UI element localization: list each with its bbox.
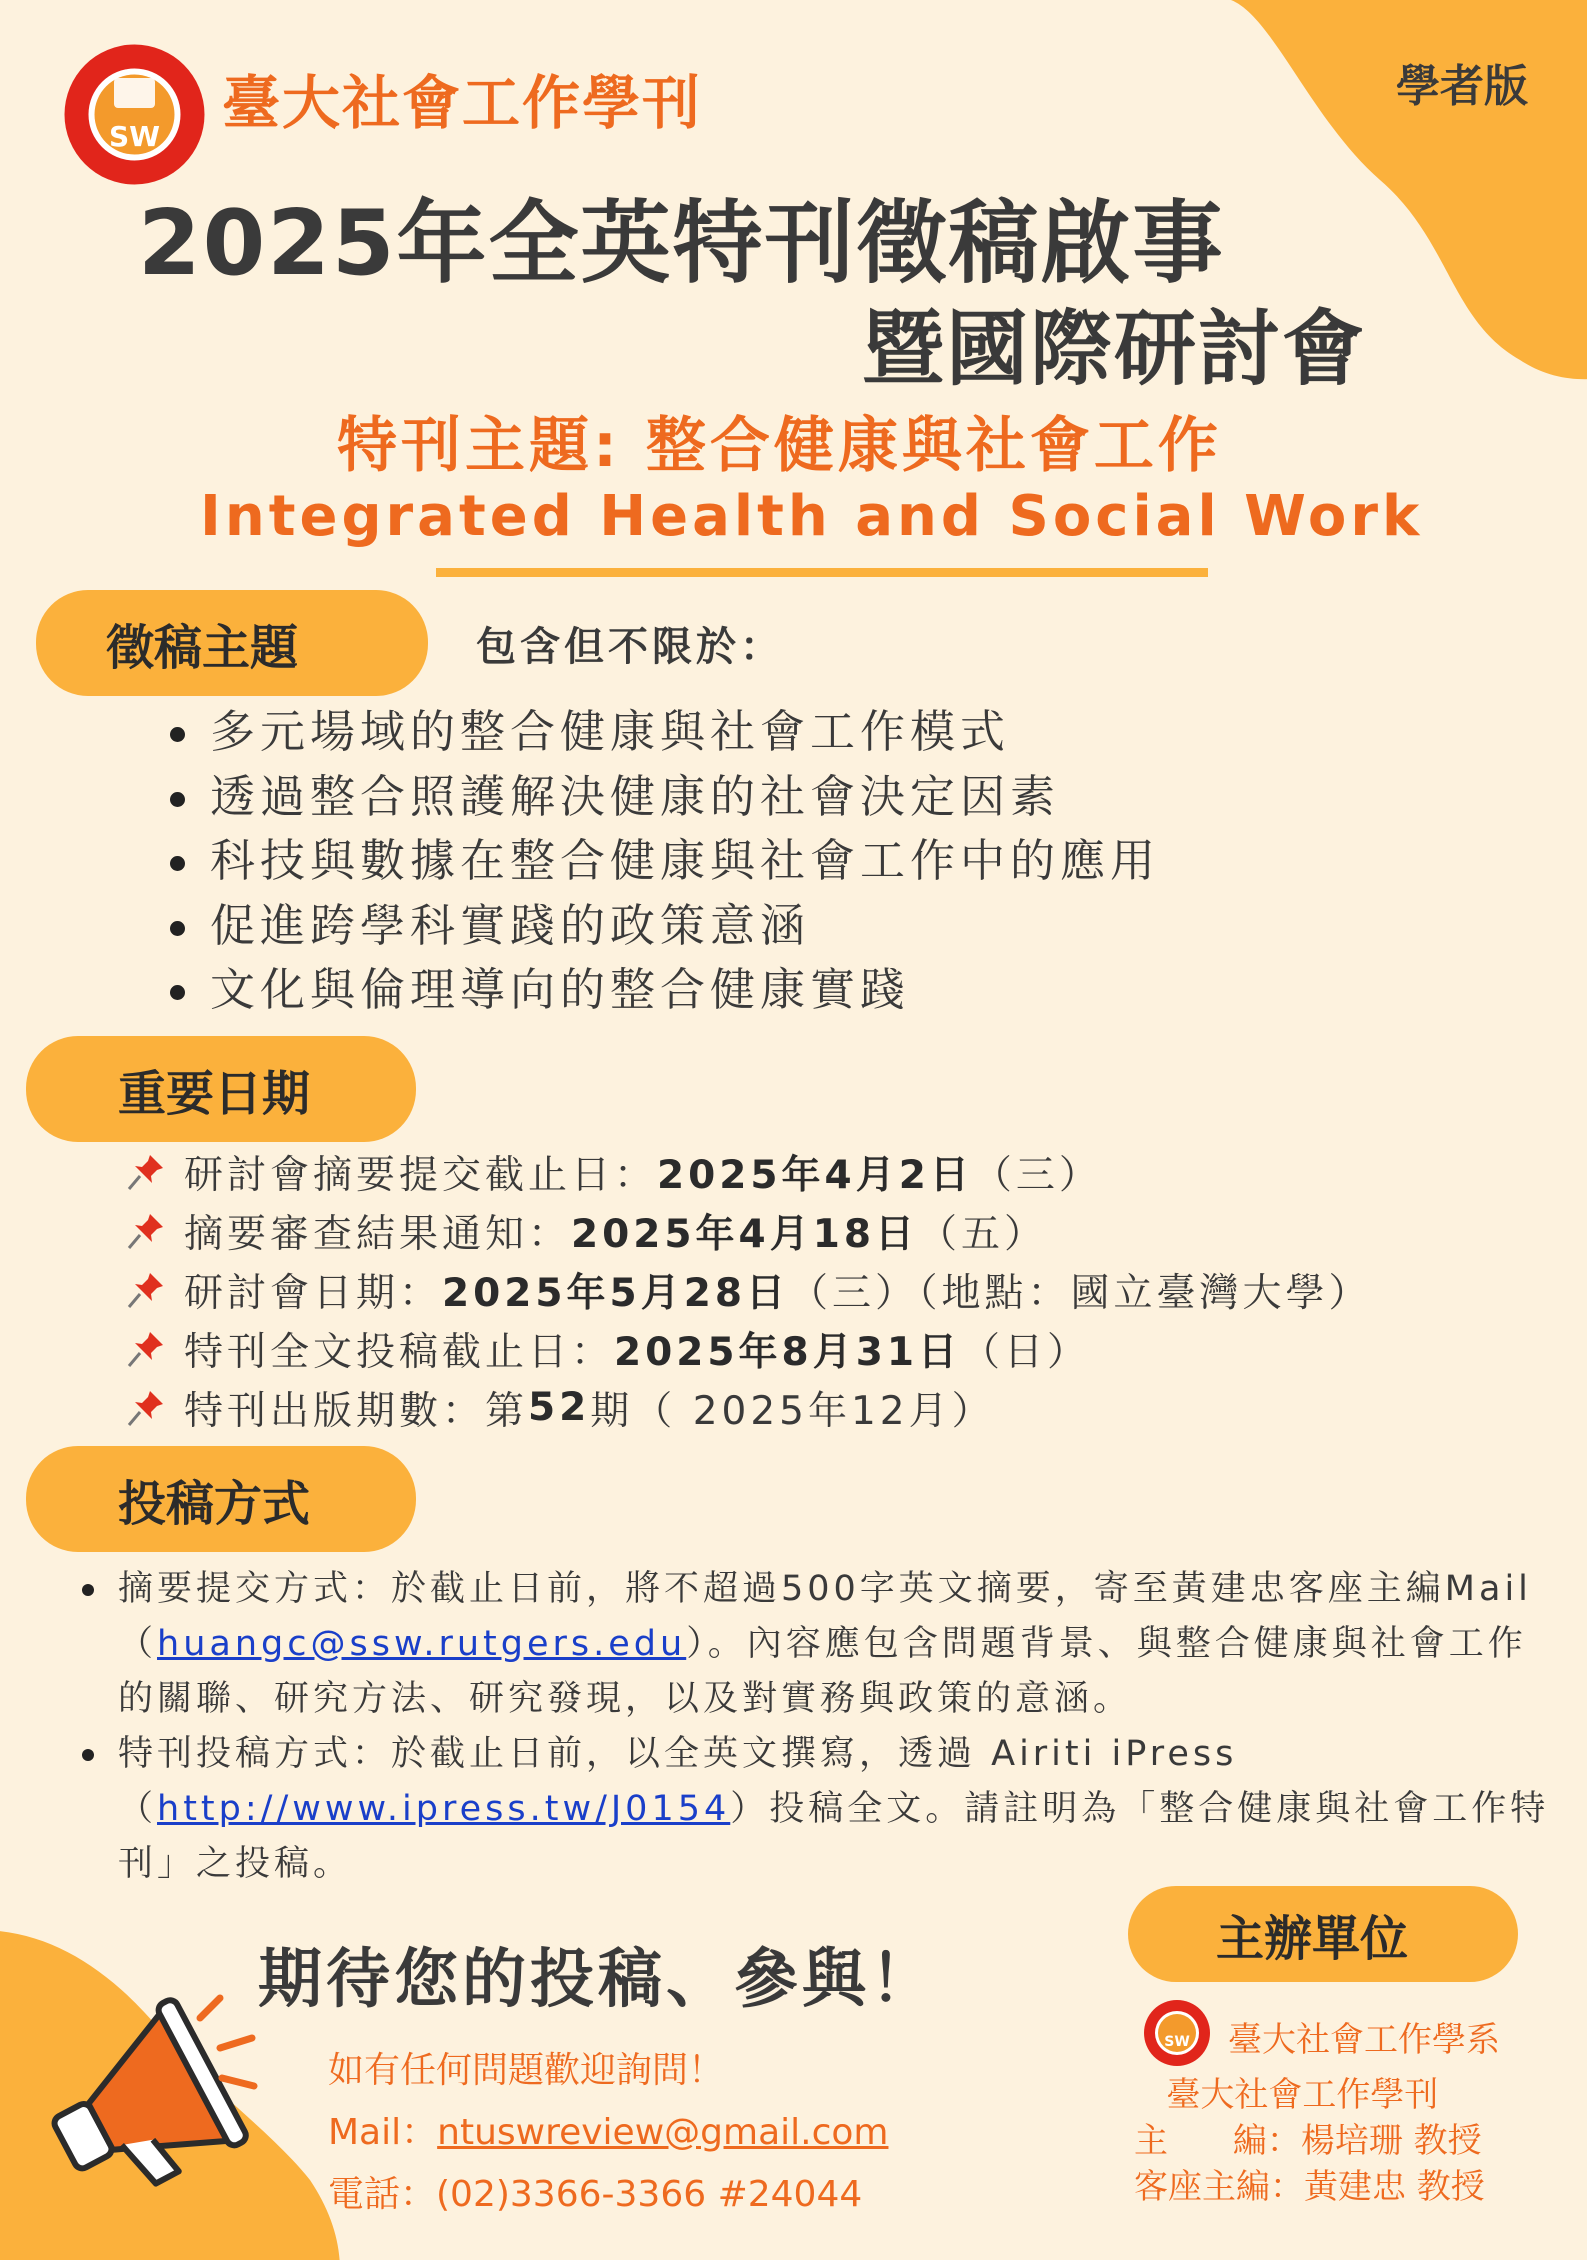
submission-text: ）投稿全文。請註明為「整合健康與社會工作特刊」之投稿。 xyxy=(118,1789,1550,1884)
topic-text: 科技與數據在整合健康與社會工作中的應用 xyxy=(210,834,1161,887)
important-dates-heading-text: 重要日期 xyxy=(118,1065,311,1122)
logo-sw-text: SW xyxy=(108,120,161,153)
date-item xyxy=(126,1142,1372,1201)
bullet-icon xyxy=(82,1749,94,1761)
list-item xyxy=(82,1562,1562,1727)
list-item xyxy=(170,700,1160,765)
theme-chinese: 特刊主題: 整合健康與社會工作 xyxy=(337,411,1222,481)
contact-phone: 電話：(02)3366-3366 #24044 xyxy=(328,2174,863,2215)
call-topics-heading-text: 徵稿主題 xyxy=(106,619,299,676)
topic-text: 透過整合照護解決健康的社會決定因素 xyxy=(210,769,1061,823)
contact-note: 如有任何問題歡迎詢問！ xyxy=(328,2050,725,2091)
call-to-action: 期待您的投稿、參與！ xyxy=(258,1943,938,2017)
organizer-heading xyxy=(1128,1886,1518,1982)
topic-text: 促進跨學科實踐的政策意涵 xyxy=(210,898,811,952)
date-value: 2025年5月28日 xyxy=(442,1270,789,1316)
submission-text: 特刊投稿方式：於截止日前，以全英文撰寫，透過 Airiti iPress（ xyxy=(118,1734,1238,1829)
date-label: 摘要審查結果通知： xyxy=(184,1211,572,1257)
dates-list xyxy=(126,1142,1372,1437)
organizer-line: 臺大社會工作學刊 xyxy=(1134,2075,1439,2115)
ntu-social-work-logo-small xyxy=(1142,1998,1212,2068)
call-topics-intro: 包含但不限於： xyxy=(476,624,784,670)
date-value: 2025年8月31日 xyxy=(614,1329,961,1375)
date-suffix: （三） xyxy=(972,1152,1102,1198)
bullet-icon xyxy=(170,792,185,807)
journal-brand-title: 臺大社會工作學刊 xyxy=(222,69,703,137)
bullet-icon xyxy=(170,985,185,1000)
call-topics-heading xyxy=(36,590,428,696)
contact-email-link[interactable]: ntuswreview@gmail.com xyxy=(437,2112,889,2153)
submission-heading-text: 投稿方式 xyxy=(118,1475,311,1532)
date-value: 2025年4月2日 xyxy=(657,1152,973,1198)
organizer-details xyxy=(1134,2072,1485,2210)
date-label: 研討會摘要提交截止日： xyxy=(184,1152,658,1198)
organizer-department: 臺大社會工作學系 xyxy=(1228,2020,1500,2060)
date-item xyxy=(126,1378,1372,1437)
date-suffix: （五） xyxy=(917,1211,1047,1257)
megaphone-icon xyxy=(30,1978,260,2208)
ipress-link[interactable]: http://www.ipress.tw/J0154 xyxy=(157,1789,731,1829)
bullet-icon xyxy=(170,921,185,936)
bullet-icon xyxy=(170,856,185,871)
mail-label: Mail： xyxy=(328,2112,438,2153)
logo-sw-text-small: SW xyxy=(1164,2034,1190,2050)
topics-list xyxy=(170,700,1160,1023)
main-title: 2025年全英特刊徵稿啟事 xyxy=(138,191,1225,296)
list-item xyxy=(170,829,1160,894)
bullet-icon xyxy=(170,727,185,742)
title-divider xyxy=(436,568,1208,577)
contact-mail xyxy=(328,2102,888,2164)
date-item xyxy=(126,1319,1372,1378)
pushpin-icon xyxy=(126,1388,166,1428)
submission-list xyxy=(82,1562,1562,1892)
date-suffix: （日） xyxy=(960,1329,1090,1375)
date-label: 特刊全文投稿截止日： xyxy=(184,1329,615,1375)
date-item xyxy=(126,1260,1372,1319)
submission-text: 摘要提交方式：於截止日前，將不超過500字英文摘要，寄至黃建忠客座主編Mail（ xyxy=(118,1569,1532,1664)
submission-heading xyxy=(26,1446,416,1552)
submission-text: ）。內容應包含問題背景、與整合健康與社會工作的關聯、研究方法、研究發現，以及對實務與政策的意涵。 xyxy=(118,1624,1527,1719)
main-subtitle: 暨國際研討會 xyxy=(862,302,1367,397)
date-suffix: 期（ 2025年12月） xyxy=(590,1388,995,1434)
list-item xyxy=(170,765,1160,830)
list-item xyxy=(82,1727,1562,1892)
date-suffix: （三）（地點：國立臺灣大學） xyxy=(788,1270,1372,1316)
list-item xyxy=(170,894,1160,959)
topic-text: 多元場域的整合健康與社會工作模式 xyxy=(210,705,1011,758)
organizer-line: 客座主編：黃建忠 教授 xyxy=(1134,2167,1485,2207)
bullet-icon xyxy=(82,1584,94,1596)
organizer-line: 主 編：楊培珊 教授 xyxy=(1134,2121,1482,2161)
date-value: 52 xyxy=(528,1385,591,1430)
date-item xyxy=(126,1201,1372,1260)
pushpin-icon xyxy=(126,1152,166,1192)
date-label: 研討會日期： xyxy=(184,1270,443,1316)
pushpin-icon xyxy=(126,1329,166,1369)
list-item xyxy=(170,958,1160,1023)
contact-block xyxy=(328,2040,888,2226)
date-value: 2025年4月18日 xyxy=(571,1211,918,1257)
ntu-social-work-logo xyxy=(62,42,207,187)
topic-text: 文化與倫理導向的整合健康實踐 xyxy=(210,963,911,1016)
date-label: 特刊出版期數：第 xyxy=(184,1388,529,1434)
pushpin-icon xyxy=(126,1270,166,1310)
edition-label: 學者版 xyxy=(1396,61,1528,112)
important-dates-heading xyxy=(26,1036,416,1142)
theme-english: Integrated Health and Social Work xyxy=(200,484,1424,549)
pushpin-icon xyxy=(126,1211,166,1251)
organizer-heading-text: 主辦單位 xyxy=(1216,1910,1409,1967)
email-link[interactable]: huangc@ssw.rutgers.edu xyxy=(157,1624,687,1664)
